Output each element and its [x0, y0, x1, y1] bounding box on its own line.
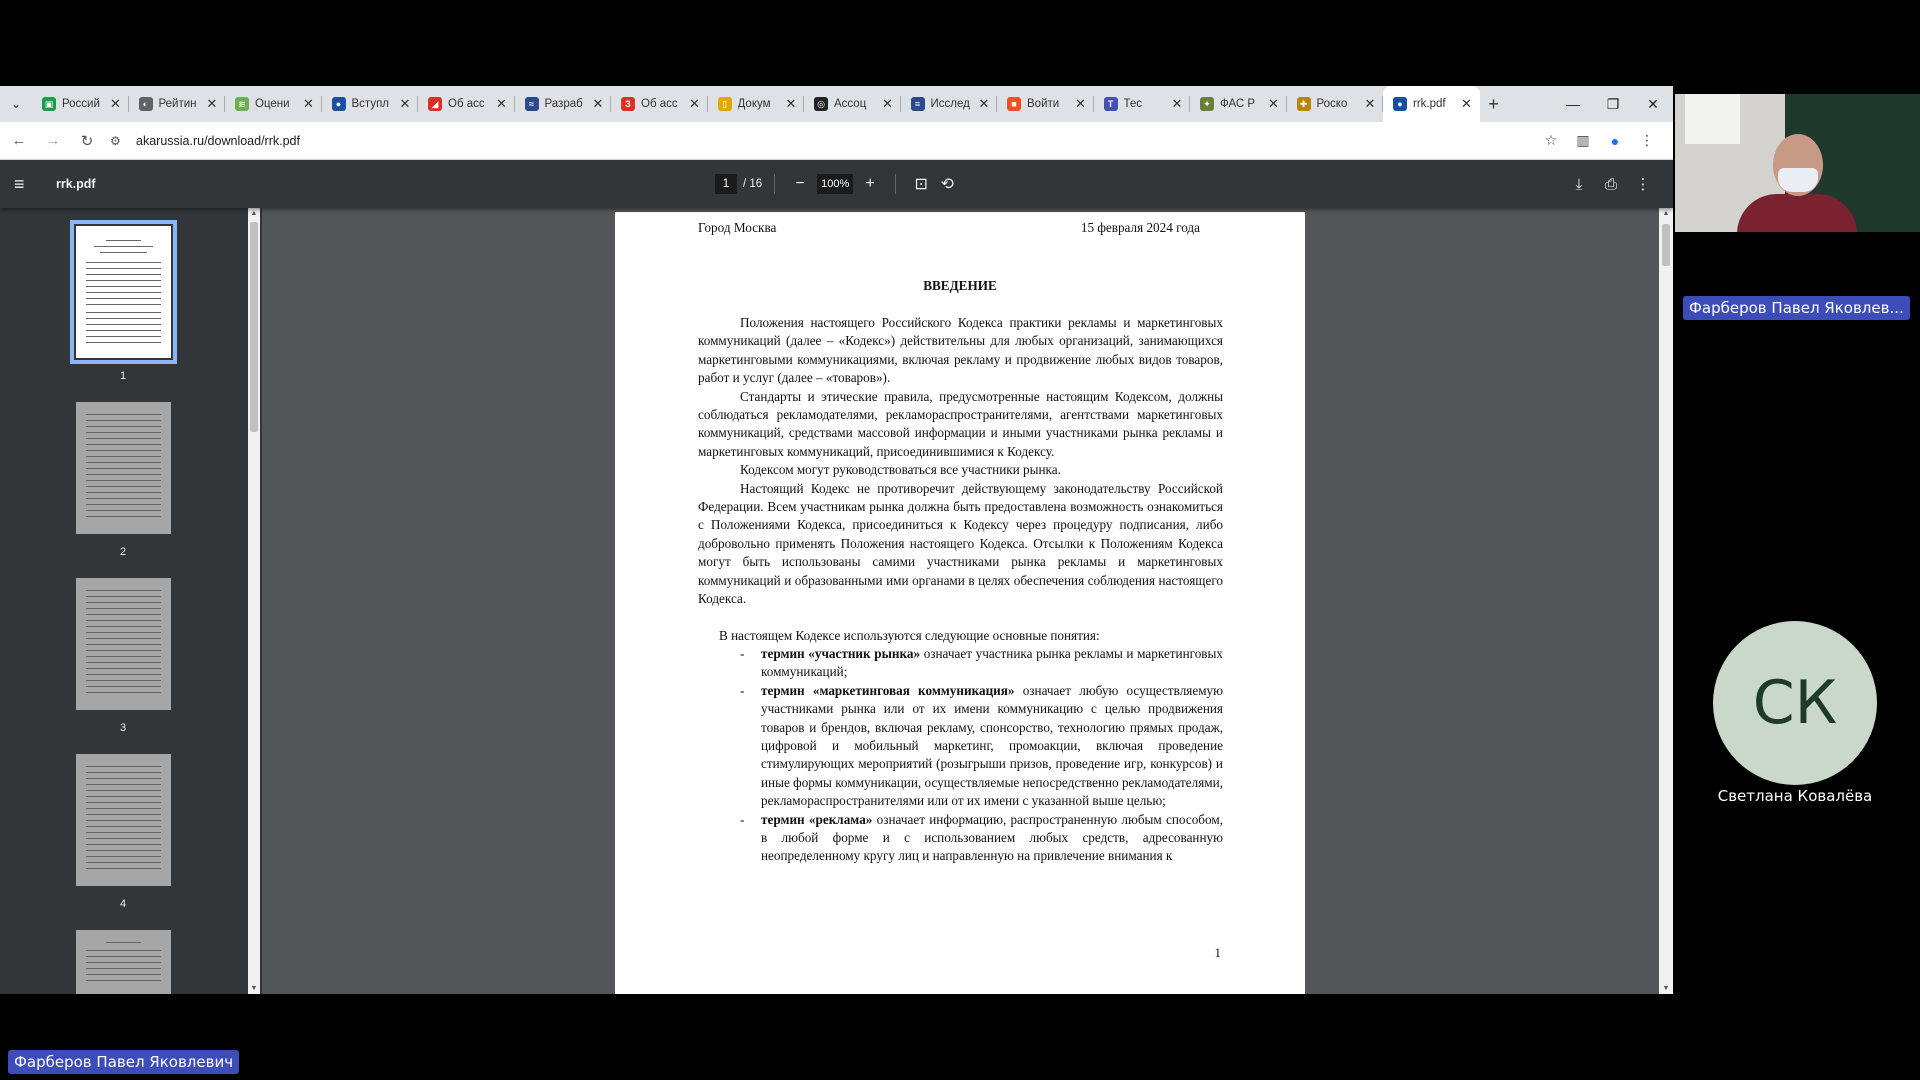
- tab-close-icon[interactable]: ✕: [592, 96, 604, 111]
- scrollbar-thumb[interactable]: [250, 222, 258, 432]
- term-label: термин «реклама»: [761, 811, 873, 827]
- browser-tab[interactable]: [611, 86, 708, 122]
- tab-close-icon[interactable]: ✕: [1268, 96, 1279, 111]
- tab-title: Роско: [1316, 98, 1348, 110]
- thumbnail-image: [76, 402, 171, 534]
- page-number: 1: [1214, 945, 1221, 960]
- tab-title: Об асс: [641, 98, 678, 110]
- paragraph: Стандарты и этические правила, предусмотренные настоящим Кодексом, должны соблюдаться рекламодателями, рекламораспространителями, агентствами маркетинговых коммуникаций, средствами массовой информации и иными участниками рынка рекламы и маркетинговых коммуникаций, присоединившимися к Кодексу.: [698, 388, 1223, 459]
- tab-title: Разраб: [544, 98, 583, 110]
- toolbar-divider: [895, 174, 896, 194]
- browser-tab[interactable]: [1190, 86, 1287, 122]
- tab-title: Россий: [62, 98, 100, 110]
- browser-menu-icon[interactable]: ⋮: [1640, 132, 1654, 148]
- tab-favicon-icon: ◢: [428, 97, 442, 111]
- minimize-button[interactable]: —: [1566, 96, 1580, 112]
- url-text: akarussia.ru/download/rrk.pdf: [136, 133, 300, 148]
- tab-close-icon[interactable]: ✕: [1075, 96, 1086, 111]
- tab-favicon-icon: ●: [332, 97, 346, 111]
- browser-tab[interactable]: [515, 86, 612, 122]
- new-tab-button[interactable]: +: [1488, 93, 1499, 114]
- tab-close-icon[interactable]: ✕: [978, 96, 990, 111]
- tab-title: Войти: [1027, 98, 1060, 110]
- document-date: 15 февраля 2024 года: [1080, 220, 1200, 235]
- document-scrollbar[interactable]: [1659, 208, 1673, 994]
- pdf-page: [615, 212, 1305, 994]
- tab-favicon-icon: З: [621, 97, 635, 111]
- tab-close-icon[interactable]: ✕: [303, 96, 314, 111]
- browser-tab[interactable]: [804, 86, 901, 122]
- fit-page-icon[interactable]: ⊡: [914, 176, 928, 193]
- tab-title: Об асс: [448, 98, 485, 110]
- download-icon[interactable]: ⤓: [1575, 175, 1583, 193]
- thumbnail-page-2[interactable]: [72, 402, 174, 558]
- side-panel-icon[interactable]: ▥: [1576, 132, 1590, 148]
- thumbnail-page-4[interactable]: [72, 754, 174, 910]
- reload-button[interactable]: ↻: [80, 132, 94, 150]
- presenter-name-tag: Фарберов Павел Яковлевич: [8, 1050, 239, 1074]
- scroll-up-icon[interactable]: ▲: [250, 210, 258, 217]
- speaker-video[interactable]: [1675, 94, 1920, 232]
- shared-screen: [0, 86, 1673, 994]
- term-text: означает любую осуществляемую участниками рынка или от их имени коммуникацию с целью продвижения товаров и брендов, включая рекламу, спонсорство, технологию прямых продаж, цифровой и мобильный маркетинг, промоакции, включая проведение стимулирующих мероприятий (розыгрыши призов, проведение игр, конкурсов) и иные формы коммуникации, осуществляемые непосредственно рекламодателями, рекламораспространителями или от их имени с указанной выше целью;: [761, 682, 1223, 809]
- tab-close-icon[interactable]: ✕: [206, 96, 218, 111]
- tab-close-icon[interactable]: ✕: [785, 96, 797, 111]
- thumbnail-page-3[interactable]: [72, 578, 174, 734]
- page-header: [698, 220, 1200, 236]
- tab-title: Рейтин: [158, 98, 197, 110]
- thumbnail-page-1[interactable]: [72, 226, 174, 382]
- browser-tab[interactable]: [225, 86, 322, 122]
- tab-favicon-icon: ✦: [1200, 97, 1214, 111]
- zoom-in-icon[interactable]: +: [865, 175, 875, 192]
- thumbnail-image: [76, 754, 171, 886]
- tab-close-icon[interactable]: ✕: [1364, 96, 1376, 111]
- browser-tab[interactable]: [418, 86, 515, 122]
- profile-icon[interactable]: ●: [1610, 132, 1620, 149]
- participant-name: Светлана Ковалёва: [1717, 787, 1873, 805]
- tab-close-icon[interactable]: ✕: [110, 96, 121, 111]
- paragraph: Настоящий Кодекс не противоречит действующему законодательству Российской Федерации. Всем участникам рынка должна быть предоставлена возможность ознакомиться с Положениями Кодекса, присоединиться к Кодексу через процедуру подписания, либо добровольно применять Положения настоящего Кодекса. Отсылки к Положениям Кодекса могут быть использованы самими участниками рынка рекламы и маркетинговых коммуникаций и образованными ими органами в целях обеспечения соблюдения настоящего Кодекса.: [698, 480, 1223, 607]
- tab-close-icon[interactable]: ✕: [1171, 96, 1183, 111]
- thumbnail-number: 2: [119, 546, 127, 558]
- document-city: Город Москва: [698, 220, 777, 235]
- tab-favicon-icon: ✚: [1297, 97, 1311, 111]
- browser-tab[interactable]: [1094, 86, 1191, 122]
- browser-tab[interactable]: [32, 86, 129, 122]
- tab-close-icon[interactable]: ✕: [399, 96, 411, 111]
- address-bar[interactable]: [110, 126, 1535, 156]
- tab-close-icon[interactable]: ✕: [1461, 96, 1472, 111]
- page-total: / 16: [743, 178, 763, 190]
- tab-favicon-icon: T: [1104, 97, 1118, 111]
- page-body: [698, 314, 1223, 866]
- print-icon[interactable]: ⎙: [1604, 175, 1617, 193]
- tab-close-icon[interactable]: ✕: [882, 96, 893, 111]
- thumbnail-scrollbar[interactable]: [248, 208, 260, 994]
- term-label: термин «участник рынка»: [761, 645, 921, 661]
- definitions-list: [698, 645, 1223, 866]
- browser-tab[interactable]: [997, 86, 1094, 122]
- tab-favicon-icon: ≡: [911, 97, 925, 111]
- tab-title: Тес: [1123, 98, 1143, 110]
- paragraph: Кодексом могут руководствоваться все участники рынка.: [740, 462, 1061, 478]
- term-text: означает информацию, распространенную любым способом, в любой форме и с использованием любых средств, адресованную неопределенному кругу лиц и направленную на привлечение внимания к: [761, 811, 1223, 864]
- browser-tab[interactable]: [1383, 86, 1480, 122]
- browser-tab[interactable]: [708, 86, 805, 122]
- tab-title: Вступл: [351, 98, 390, 110]
- page-number-input[interactable]: 1: [715, 174, 737, 194]
- pdf-more-icon[interactable]: ⋮: [1635, 176, 1651, 193]
- browser-tab[interactable]: [322, 86, 419, 122]
- thumbnail-image: [76, 226, 171, 358]
- site-info-icon[interactable]: ⚙: [110, 133, 121, 148]
- tab-favicon-icon: ▣: [42, 97, 56, 111]
- back-button[interactable]: ←: [11, 132, 27, 149]
- close-window-button[interactable]: ✕: [1647, 95, 1659, 112]
- thumbnail-number: 4: [119, 898, 127, 910]
- pdf-toolbar: [0, 160, 1673, 208]
- scroll-down-icon[interactable]: ▼: [250, 985, 258, 992]
- paragraph: В настоящем Кодексе используются следующие основные понятия:: [719, 627, 1100, 643]
- restore-button[interactable]: ❐: [1606, 95, 1620, 112]
- list-item: [761, 645, 1223, 682]
- thumbnail-sidebar: [0, 208, 262, 994]
- tab-favicon-icon: ◎: [814, 97, 828, 111]
- pdf-menu-icon[interactable]: ≡: [14, 173, 25, 194]
- browser-tab[interactable]: [129, 86, 226, 122]
- toolbar-divider: [774, 174, 775, 194]
- zoom-out-icon[interactable]: −: [795, 175, 805, 192]
- tab-title: Оцени: [255, 98, 290, 110]
- zoom-input[interactable]: 100%: [817, 174, 853, 194]
- forward-button[interactable]: →: [45, 132, 61, 149]
- participant-avatar[interactable]: СК: [1713, 621, 1877, 785]
- tab-favicon-icon: ●: [1393, 97, 1407, 111]
- window-controls: [1553, 86, 1673, 122]
- browser-tab[interactable]: [1287, 86, 1384, 122]
- tab-favicon-icon: ▯: [718, 97, 732, 111]
- list-item: [761, 682, 1223, 811]
- browser-tab[interactable]: [901, 86, 998, 122]
- tab-favicon-icon: ≈: [525, 97, 539, 111]
- scrollbar-thumb[interactable]: [1662, 224, 1670, 266]
- tab-favicon-icon: ◐: [139, 97, 153, 111]
- tab-title: ФАС Р: [1220, 98, 1256, 110]
- thumbnail-number: 1: [119, 370, 127, 382]
- tab-title: Докум: [737, 98, 771, 110]
- thumbnail-image: [76, 578, 171, 710]
- term-label: термин «маркетинговая коммуникация»: [761, 682, 1015, 698]
- thumbnail-page-5[interactable]: [72, 930, 174, 994]
- rotate-icon[interactable]: ⟲: [940, 176, 954, 193]
- tab-close-icon[interactable]: ✕: [689, 96, 700, 111]
- tab-title: rrk.pdf: [1413, 98, 1446, 110]
- bookmark-star-icon[interactable]: ☆: [1544, 132, 1558, 148]
- paragraph: Положения настоящего Российского Кодекса практики рекламы и маркетинговых коммуникаций (далее – «Кодекс») действительны для любых организаций, занимающихся маркетинговыми коммуникациями, включая рекламу и продвижение любых видов товаров, работ и услуг (далее – «товаров»).: [698, 315, 1223, 386]
- browser-tab-bar: [0, 86, 1673, 122]
- thumbnail-image: [76, 930, 171, 994]
- tab-favicon-icon: ■: [1007, 97, 1021, 111]
- thumbnail-number: 3: [119, 722, 127, 734]
- speaker-name-tag: Фарберов Павел Яковлев...: [1683, 296, 1910, 320]
- browser-toolbar: [0, 122, 1673, 160]
- tab-title: Исслед: [930, 98, 970, 110]
- section-heading: ВВЕДЕНИЕ: [923, 278, 997, 293]
- tab-search-button[interactable]: ⌄: [10, 97, 22, 111]
- tab-title: Ассоц: [834, 98, 867, 110]
- scroll-up-icon[interactable]: ▲: [1662, 210, 1670, 217]
- scroll-down-icon[interactable]: ▼: [1662, 985, 1670, 992]
- tab-close-icon[interactable]: ✕: [496, 96, 507, 111]
- term-text: означает участника рынка рекламы и маркетинговых коммуникаций;: [761, 645, 1223, 680]
- list-item: [761, 811, 1223, 866]
- pdf-file-title: rrk.pdf: [56, 177, 96, 191]
- tab-favicon-icon: ≋: [235, 97, 249, 111]
